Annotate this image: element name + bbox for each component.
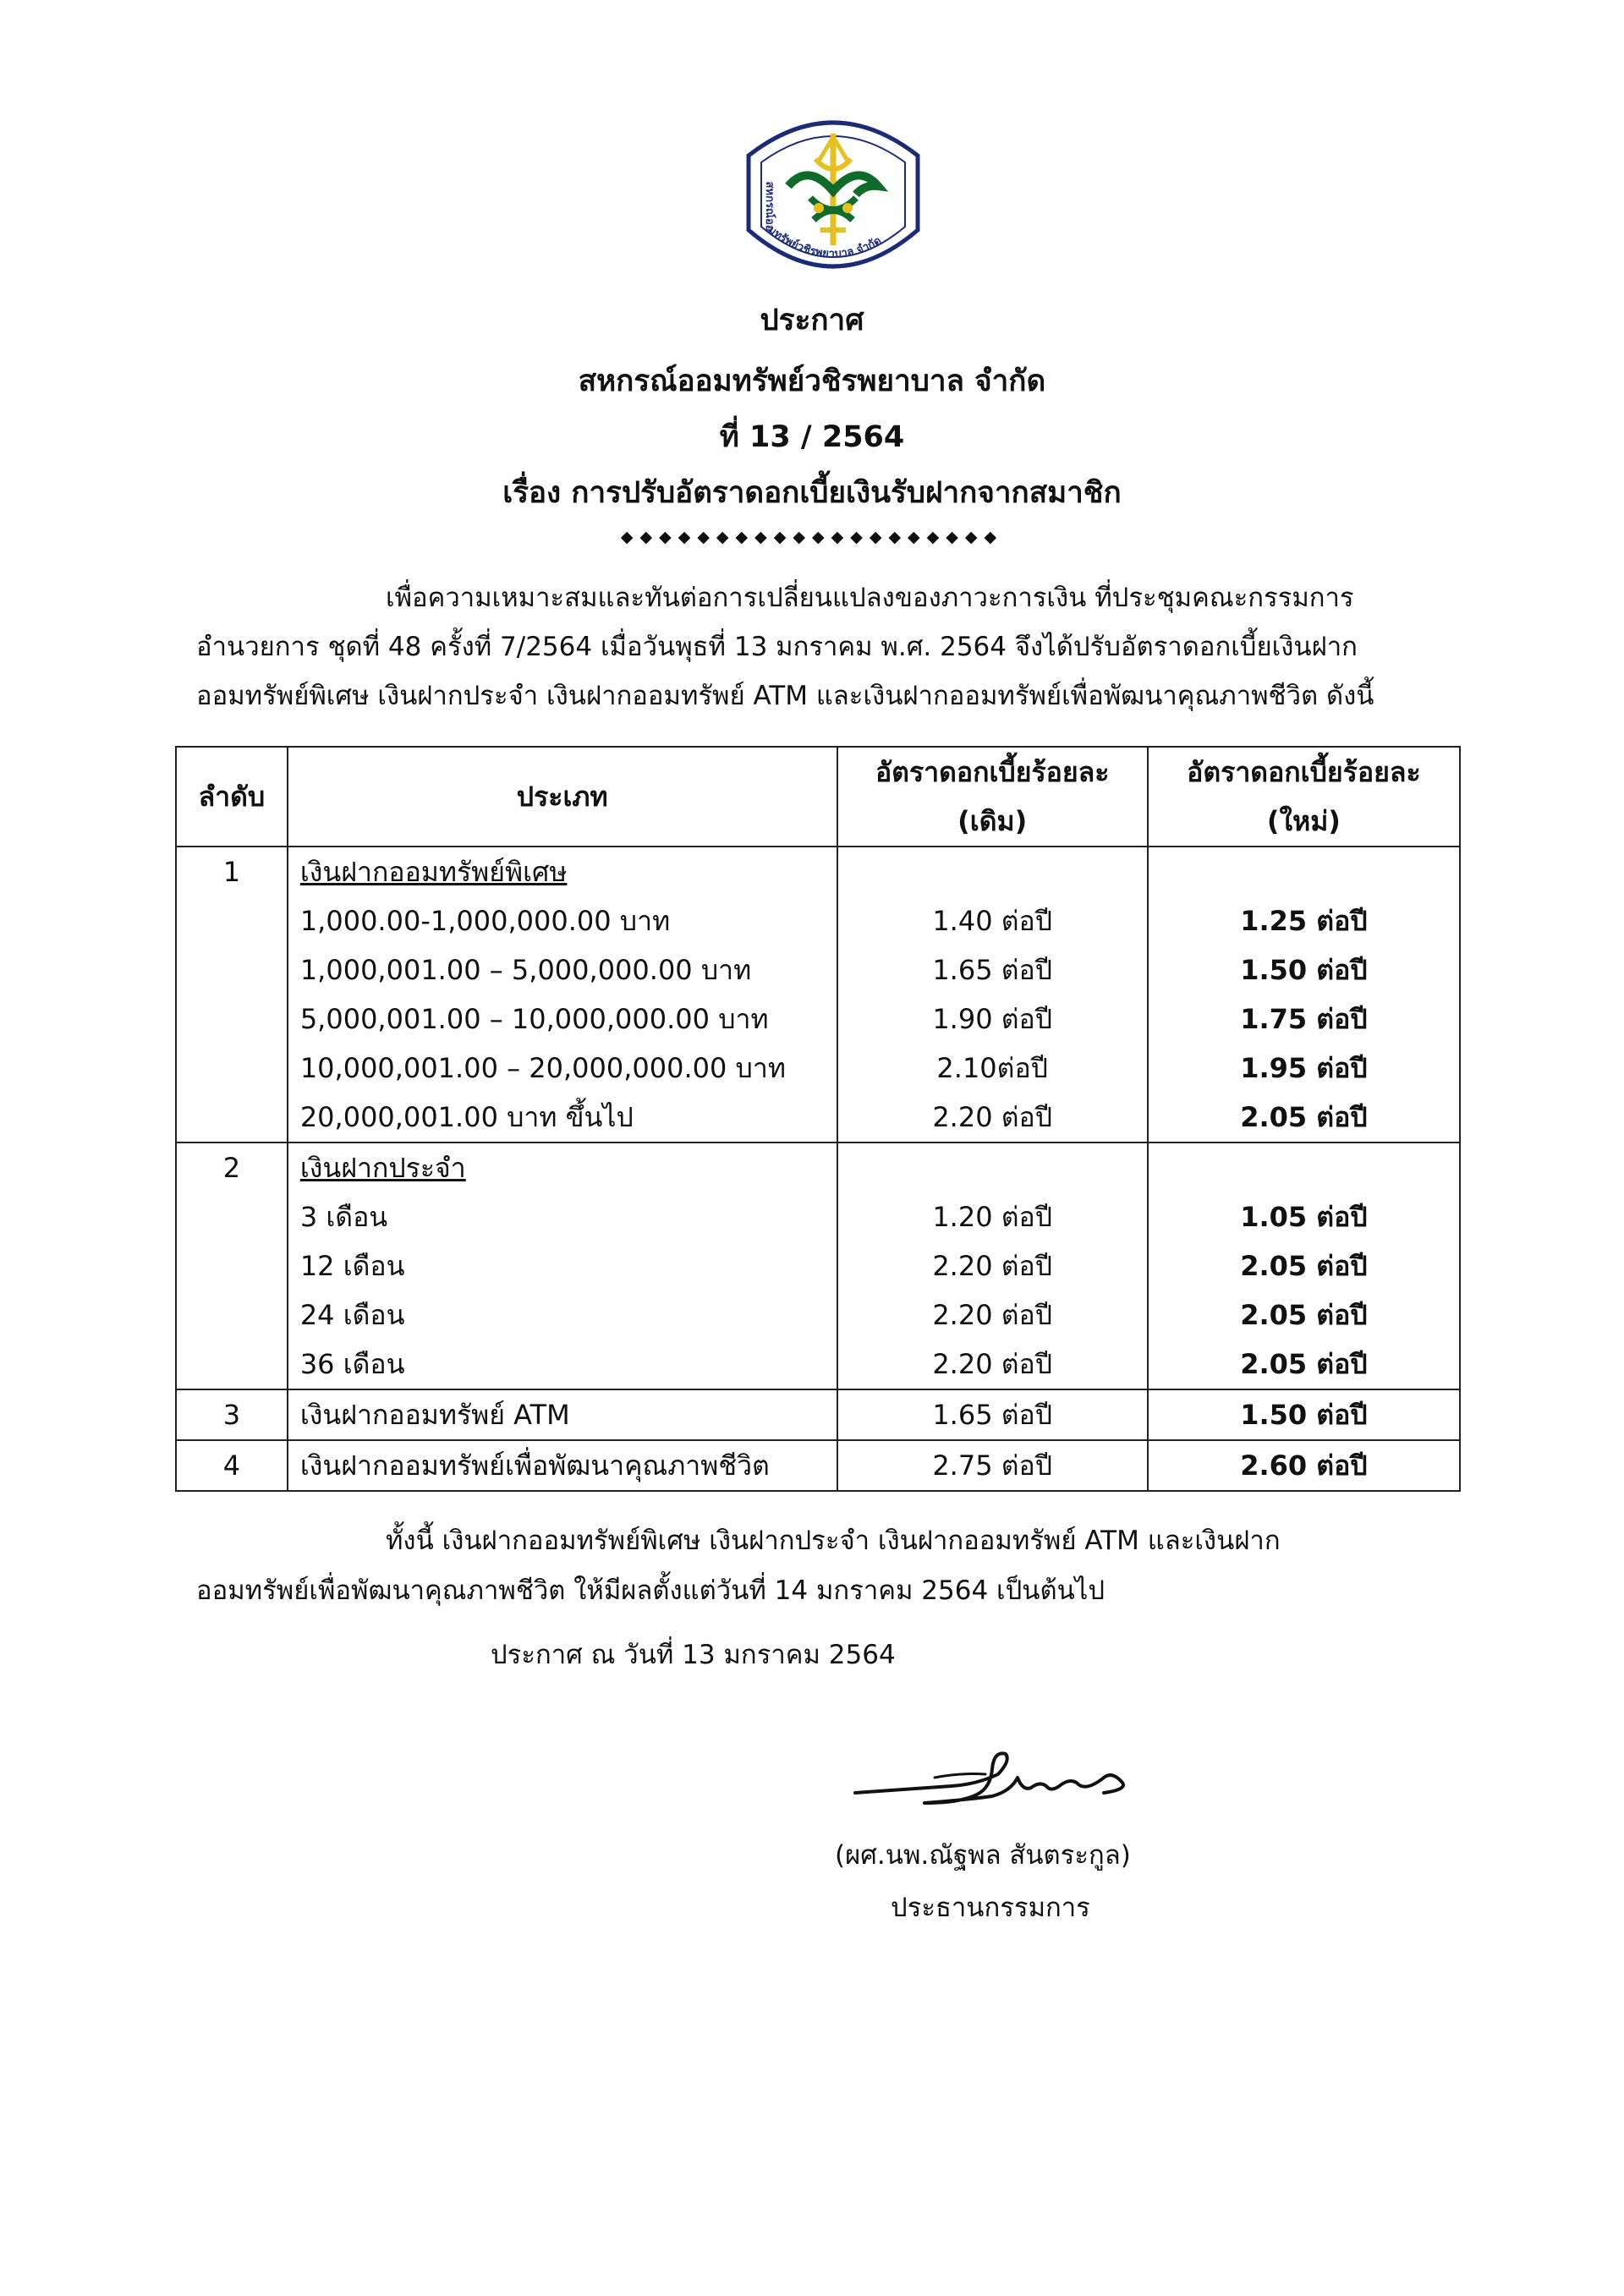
group-2-row-1-new: 1.05 ต่อปี	[1240, 1201, 1368, 1233]
table-row-group-1	[176, 847, 1460, 1143]
signatory-name: (ผศ.นพ.ณัฐพล สันตระกูล)	[835, 1840, 1131, 1871]
group-4-new-cell	[1148, 1440, 1460, 1491]
svg-text:สหกรณ์ออมทรัพย์วชิรพยาบาล จำกั: สหกรณ์ออมทรัพย์วชิรพยาบาล จำกัด	[763, 181, 884, 261]
group-1-row-2-old: 1.65 ต่อปี	[932, 954, 1053, 986]
group-2-row-1-label: 3 เดือน	[299, 1201, 388, 1233]
group-4-old-cell	[837, 1440, 1148, 1491]
group-1-row-4-label: 10,000,001.00 – 20,000,000.00 บาท	[299, 1052, 786, 1084]
intro-line-1: เพื่อความเหมาะสมและทันต่อการเปลี่ยนแปลงของภาวะการเงิน ที่ประชุมคณะกรรมการ	[386, 583, 1354, 613]
intro-line-3: ออมทรัพย์พิเศษ เงินฝากประจำ เงินฝากออมทรัพย์ ATM และเงินฝากออมทรัพย์เพื่อพัฒนาคุณภาพชีวิต ดังนี้	[196, 681, 1374, 711]
group-1-old-cell	[837, 847, 1148, 1143]
group-3-no-cell	[176, 1389, 288, 1440]
group-1-row-4-old: 2.10ต่อปี	[936, 1052, 1048, 1084]
table-row-group-3	[176, 1389, 1460, 1440]
table-header-row	[176, 747, 1460, 847]
group-2-type-cell	[288, 1143, 837, 1389]
diamond-divider: ◆◆◆◆◆◆◆◆◆◆◆◆◆◆◆◆◆◆◆◆	[620, 528, 1004, 546]
interest-rate-table	[175, 746, 1461, 1492]
group-4-label: เงินฝากออมทรัพย์เพื่อพัฒนาคุณภาพชีวิต	[299, 1449, 770, 1482]
group-1-no: 1	[222, 856, 241, 888]
group-1-row-2-new: 1.50 ต่อปี	[1240, 954, 1368, 986]
group-1-row-3-label: 5,000,001.00 – 10,000,000.00 บาท	[299, 1003, 769, 1035]
group-1-row-2-label: 1,000,001.00 – 5,000,000.00 บาท	[299, 954, 752, 986]
group-3-old-cell	[837, 1389, 1148, 1440]
group-1-row-1-label: 1,000.00-1,000,000.00 บาท	[299, 905, 671, 937]
group-4-no-cell	[176, 1440, 288, 1491]
intro-line-2: อำนวยการ ชุดที่ 48 ครั้งที่ 7/2564 เมื่อวันพุธที่ 13 มกราคม พ.ศ. 2564 จึงได้ปรับอัตราดอกเบี้ยเงินฝาก	[196, 632, 1358, 662]
group-1-new-cell	[1148, 847, 1460, 1143]
group-3-label: เงินฝากออมทรัพย์ ATM	[299, 1399, 570, 1431]
group-4-no: 4	[222, 1449, 241, 1482]
group-1-row-5-new: 2.05 ต่อปี	[1240, 1101, 1368, 1133]
table-row-group-2	[176, 1143, 1460, 1389]
header-new-rate-line2: (ใหม่)	[1266, 805, 1341, 837]
group-3-new-cell	[1148, 1389, 1460, 1440]
signatory-title: ประธานกรรมการ	[891, 1893, 1090, 1923]
announcement-date: ประกาศ ณ วันที่ 13 มกราคม 2564	[491, 1640, 896, 1670]
group-2-row-3-label: 24 เดือน	[299, 1299, 405, 1331]
group-2-new-cell	[1148, 1143, 1460, 1389]
group-2-no: 2	[222, 1152, 241, 1184]
group-2-row-2-label: 12 เดือน	[299, 1250, 405, 1282]
header-new-rate-line1: อัตราดอกเบี้ยร้อยละ	[1187, 756, 1421, 788]
closing-line-2: ออมทรัพย์เพื่อพัฒนาคุณภาพชีวิต ให้มีผลตั้งแต่วันที่ 14 มกราคม 2564 เป็นต้นไป	[196, 1575, 1106, 1606]
header-new-rate	[1148, 747, 1460, 847]
group-3-type-cell	[288, 1389, 837, 1440]
group-2-row-4-label: 36 เดือน	[299, 1348, 405, 1380]
header-old-rate-line1: อัตราดอกเบี้ยร้อยละ	[875, 756, 1110, 788]
group-2-row-3-new: 2.05 ต่อปี	[1240, 1299, 1368, 1331]
group-2-no-cell	[176, 1143, 288, 1389]
group-4-type-cell	[288, 1440, 837, 1491]
announcement-number: ที่ 13 / 2564	[719, 420, 905, 454]
group-2-row-1-old: 1.20 ต่อปี	[932, 1201, 1053, 1233]
signature-image	[850, 1744, 1138, 1811]
group-1-type-cell	[288, 847, 837, 1143]
organization-name: สหกรณ์ออมทรัพย์วชิรพยาบาล จำกัด	[578, 364, 1046, 398]
closing-line-1: ทั้งนี้ เงินฝากออมทรัพย์พิเศษ เงินฝากประจำ เงินฝากออมทรัพย์ ATM และเงินฝาก	[386, 1526, 1281, 1556]
group-1-no-cell	[176, 847, 288, 1143]
announcement-subject: เรื่อง การปรับอัตราดอกเบี้ยเงินรับฝากจากสมาชิก	[502, 476, 1122, 510]
group-1-row-1-new: 1.25 ต่อปี	[1240, 905, 1368, 937]
group-1-title: เงินฝากออมทรัพย์พิเศษ	[299, 856, 568, 888]
header-old-rate	[837, 747, 1148, 847]
group-3-no: 3	[222, 1399, 241, 1431]
group-1-row-5-label: 20,000,001.00 บาท ขึ้นไป	[299, 1101, 634, 1133]
group-3-old: 1.65 ต่อปี	[932, 1399, 1053, 1431]
group-2-row-2-old: 2.20 ต่อปี	[932, 1250, 1053, 1282]
group-2-row-3-old: 2.20 ต่อปี	[932, 1299, 1053, 1331]
group-4-new: 2.60 ต่อปี	[1240, 1449, 1368, 1482]
header-no: ลำดับ	[176, 747, 288, 847]
table-row-group-4	[176, 1440, 1460, 1491]
group-1-row-1-old: 1.40 ต่อปี	[932, 905, 1053, 937]
group-1-row-5-old: 2.20 ต่อปี	[932, 1101, 1053, 1133]
group-1-row-4-new: 1.95 ต่อปี	[1240, 1052, 1368, 1084]
group-2-title: เงินฝากประจำ	[299, 1152, 466, 1184]
group-3-new: 1.50 ต่อปี	[1240, 1399, 1368, 1431]
group-4-old: 2.75 ต่อปี	[932, 1449, 1053, 1482]
cooperative-logo	[738, 103, 929, 289]
group-2-row-4-old: 2.20 ต่อปี	[932, 1348, 1053, 1380]
group-1-row-3-old: 1.90 ต่อปี	[932, 1003, 1053, 1035]
group-2-old-cell	[837, 1143, 1148, 1389]
header-old-rate-line2: (เดิม)	[957, 805, 1028, 837]
group-2-row-2-new: 2.05 ต่อปี	[1240, 1250, 1368, 1282]
group-2-row-4-new: 2.05 ต่อปี	[1240, 1348, 1368, 1380]
header-type: ประเภท	[288, 747, 837, 847]
group-1-row-3-new: 1.75 ต่อปี	[1240, 1003, 1368, 1035]
announcement-label: ประกาศ	[760, 304, 864, 337]
